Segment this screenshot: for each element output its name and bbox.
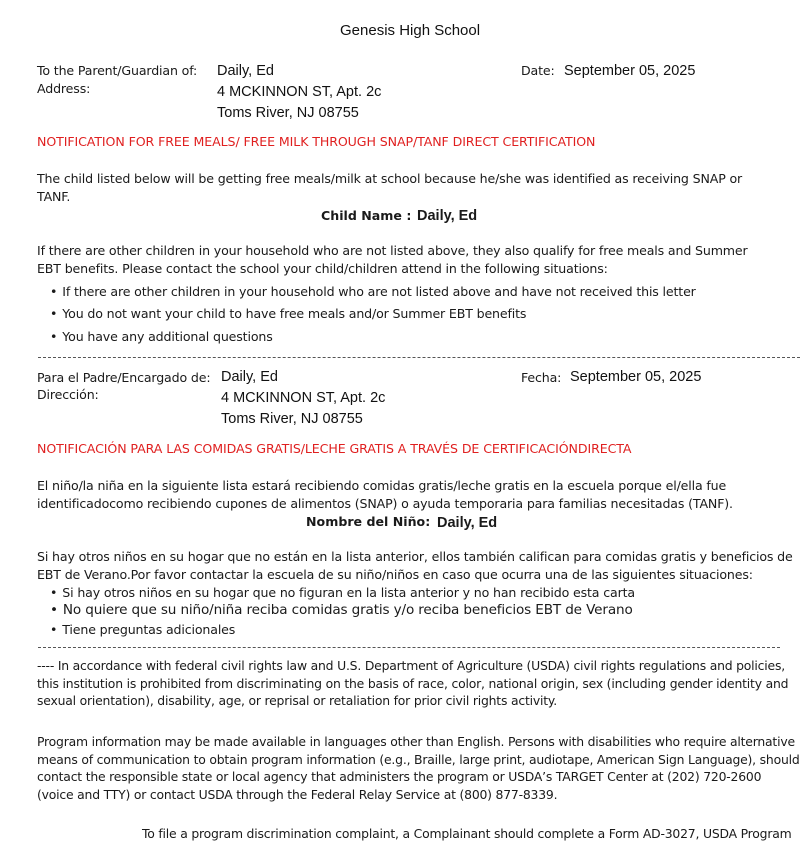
english-intro-line2: TANF. [37, 188, 71, 204]
spanish-intro-line1: El niño/la niña en la siguiente lista estará recibiendo comidas gratis/leche gratis en la escuela porque el/ella fue [37, 478, 727, 493]
spanish-child-name-value: Daily, Ed [437, 515, 498, 531]
spanish-bullet-2: • No quiere que su niño/niña reciba comidas gratis y/o reciba beneficios EBT de Verano [50, 602, 633, 618]
english-other-line2: EBT benefits. Please contact the school your child/children attend in the following situations: [37, 260, 608, 276]
school-name: Genesis High School [340, 22, 481, 39]
spanish-other-children [37, 548, 793, 583]
spanish-intro [37, 477, 733, 512]
civil-rights-line1: ---- In accordance with federal civil rights law and U.S. Department of Agriculture (USDA) civil rights regulations and policies, [37, 658, 785, 673]
spanish-address-line1: 4 MCKINNON ST, Apt. 2c [221, 390, 386, 406]
date-label: Date: [521, 63, 555, 78]
spanish-address-line2: Toms River, NJ 08755 [221, 411, 363, 427]
spanish-other-line2: EBT de Verano.Por favor contactar la escuela de su niño/niños en caso que ocurra una de las siguientes situaciones: [37, 566, 753, 582]
address-label: Address: [37, 81, 91, 96]
address-line2: Toms River, NJ 08755 [217, 105, 359, 121]
english-heading: NOTIFICATION FOR FREE MEALS/ FREE MILK THROUGH SNAP/TANF DIRECT CERTIFICATION [37, 134, 596, 149]
program-info-line1: Program information may be made available in languages other than English. Persons with disabilities who require alternative [37, 734, 795, 749]
spanish-child-name-label: Nombre del Niño: [306, 514, 431, 529]
english-other-line1: If there are other children in your household who are not listed above, they also qualify for free meals and Summer [37, 243, 748, 258]
spanish-other-line1: Si hay otros niños en su hogar que no están en la lista anterior, ellos también califican para comidas gratis y beneficios de [37, 549, 793, 564]
english-other-children [37, 242, 748, 277]
spanish-address-label: Dirección: [37, 387, 99, 402]
spanish-date-value: September 05, 2025 [570, 369, 702, 385]
english-bullet-3: • You have any additional questions [50, 329, 273, 344]
parent-name: Daily, Ed [217, 63, 274, 79]
civil-rights-line3: sexual orientation), disability, age, or reprisal or retaliation for prior civil rights activity. [37, 693, 557, 708]
english-bullet-2: • You do not want your child to have free meals and/or Summer EBT benefits [50, 306, 526, 321]
child-name-value: Daily, Ed [417, 208, 478, 224]
spanish-date-label: Fecha: [521, 370, 562, 385]
english-bullet-1: • If there are other children in your household who are not listed above and have not received this letter [50, 284, 696, 299]
civil-rights-statement [37, 657, 788, 710]
parent-label: To the Parent/Guardian of: [37, 63, 198, 78]
section-divider-1 [38, 357, 800, 358]
english-intro [37, 170, 742, 205]
program-info-line3: contact the responsible state or local agency that administers the program or USDA’s TARGET Center at (202) 720-2600 [37, 769, 762, 784]
date-value: September 05, 2025 [564, 63, 696, 79]
section-divider-2 [38, 647, 780, 648]
spanish-parent-label: Para el Padre/Encargado de: [37, 370, 211, 385]
program-info-line2: means of communication to obtain program information (e.g., Braille, large print, audiotape, American Sign Language), should [37, 751, 800, 767]
spanish-heading: NOTIFICACIÓN PARA LAS COMIDAS GRATIS/LECHE GRATIS A TRAVÉS DE CERTIFICACIÓNDIRECTA [37, 441, 632, 456]
spanish-bullet-1: • Si hay otros niños en su hogar que no figuran en la lista anterior y no han recibido esta carta [50, 585, 635, 600]
program-info-statement [37, 733, 800, 803]
program-info-line4: (voice and TTY) or contact USDA through the Federal Relay Service at (800) 877-8339. [37, 786, 558, 802]
complaint-line: To file a program discrimination complaint, a Complainant should complete a Form AD-3027, USDA Program [142, 826, 792, 841]
spanish-bullet-3: • Tiene preguntas adicionales [50, 622, 235, 637]
spanish-intro-line2: identificadocomo recibiendo cupones de alimentos (SNAP) o ayuda temporaria para familias necesitadas (TANF). [37, 495, 733, 511]
address-line1: 4 MCKINNON ST, Apt. 2c [217, 84, 382, 100]
english-intro-line1: The child listed below will be getting free meals/milk at school because he/she was identified as receiving SNAP or [37, 171, 743, 186]
child-name-label: Child Name : [321, 208, 412, 223]
spanish-parent-name: Daily, Ed [221, 369, 278, 385]
civil-rights-line2: this institution is prohibited from discriminating on the basis of race, color, national origin, sex (including gender identity and [37, 675, 789, 691]
